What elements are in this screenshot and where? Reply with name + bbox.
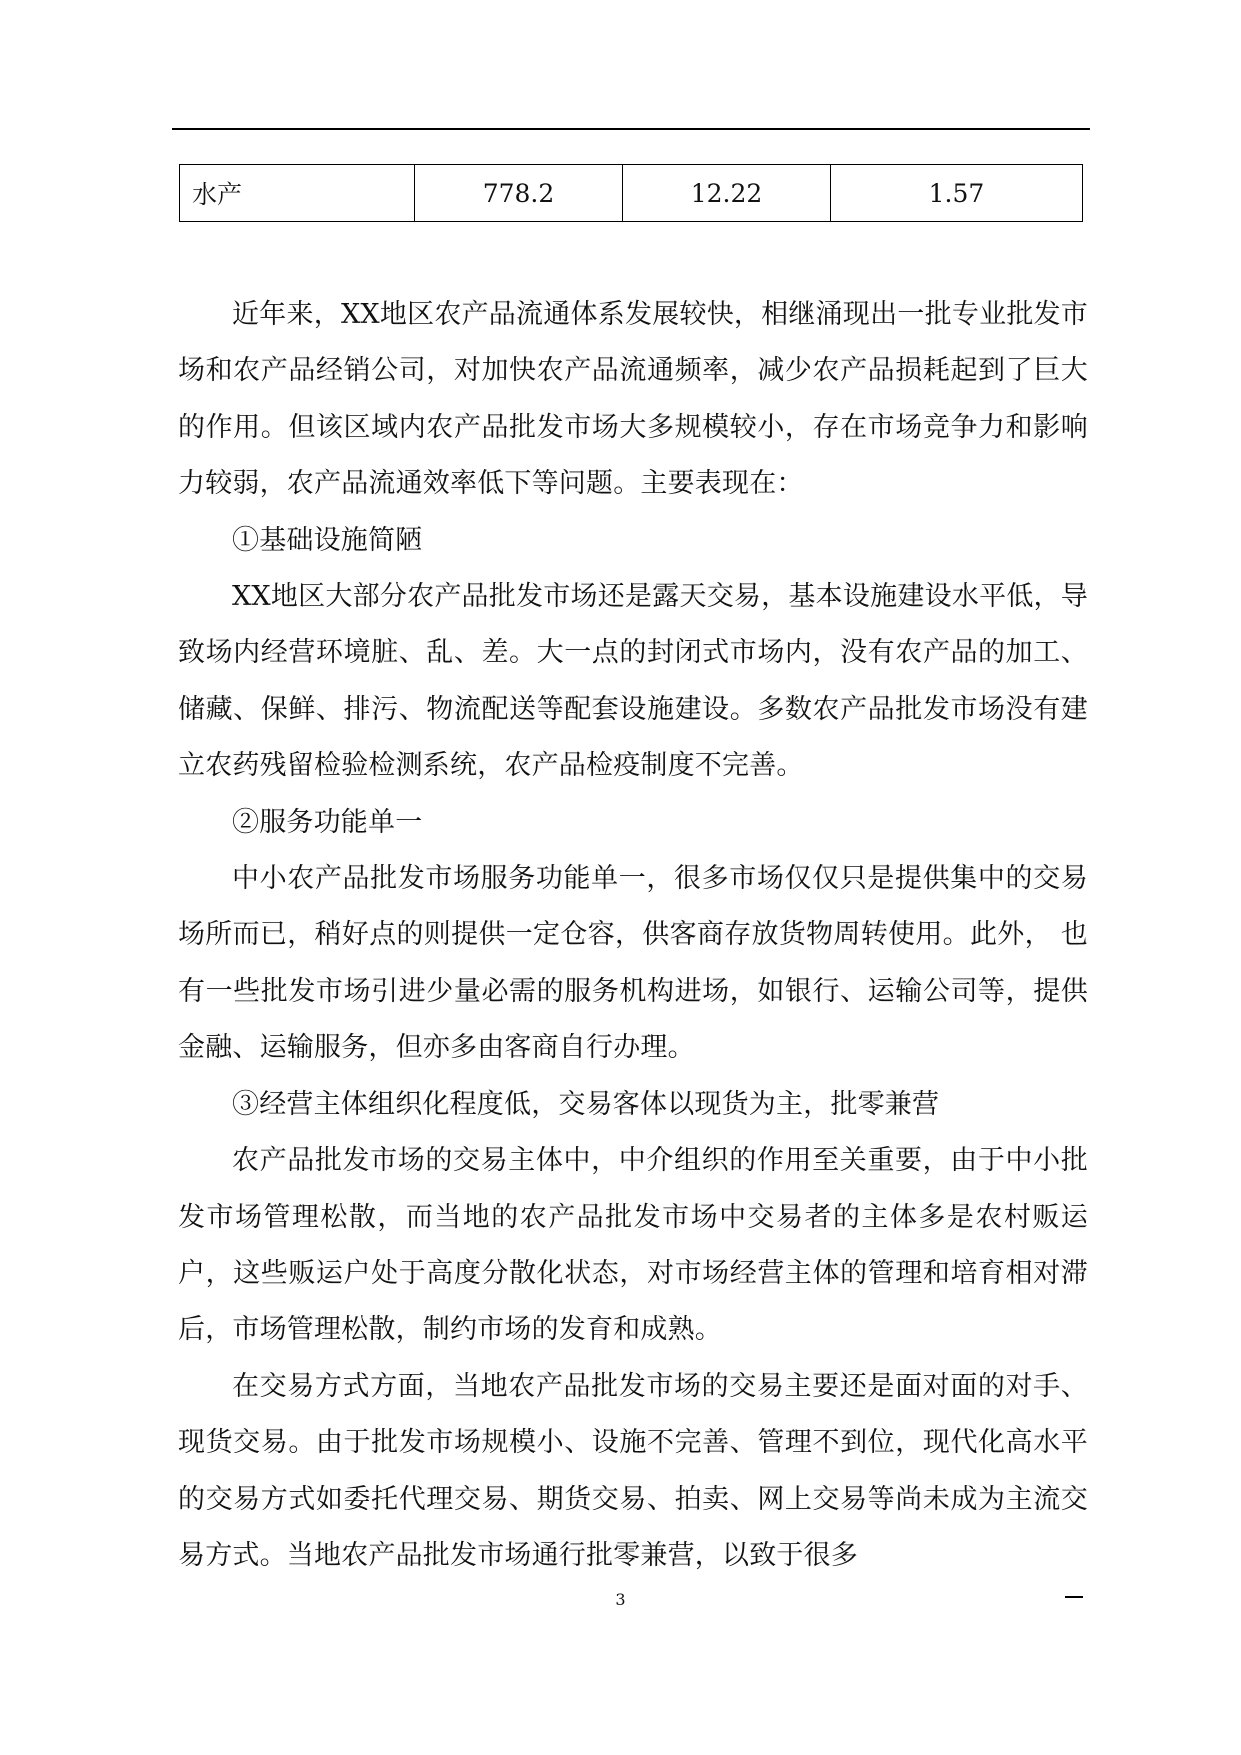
section-heading: ③经营主体组织化程度低，交易客体以现货为主，批零兼营 — [232, 1088, 940, 1120]
page-number: 3 — [615, 1590, 626, 1609]
paragraph: 近年来，XX地区农产品流通体系发展较快，相继涌现出一批专业批发市场和农产品经销公司，对加快农产品流通频率，减少农产品损耗起到了巨大的作用。但该区域内农产品批发市场大多规模较小，存在市场竞争力和影响力较弱，农产品流通效率低下等问题。主要表现在： — [178, 299, 1088, 500]
table-cell: 778.2 — [415, 165, 623, 222]
table-cell: 12.22 — [623, 165, 831, 222]
section-heading: ①基础设施简陋 — [232, 524, 423, 556]
body-text — [178, 287, 1088, 1584]
footer-dash — [1065, 1596, 1083, 1598]
data-table — [179, 164, 1083, 222]
section-heading: ②服务功能单一 — [232, 806, 423, 838]
header-rule — [172, 128, 1090, 130]
table-cell: 水产 — [180, 165, 415, 222]
paragraph: 农产品批发市场的交易主体中，中介组织的作用至关重要，由于中小批发市场管理松散，而当地的农产品批发市场中交易者的主体多是农村贩运户，这些贩运户处于高度分散化状态，对市场经营主体的管理和培育相对滞后，市场管理松散，制约市场的发育和成熟。 — [178, 1145, 1088, 1346]
table-cell: 1.57 — [831, 165, 1083, 222]
table-row — [180, 165, 1083, 222]
paragraph: 在交易方式方面，当地农产品批发市场的交易主要还是面对面的对手、现货交易。由于批发市场规模小、设施不完善、管理不到位，现代化高水平的交易方式如委托代理交易、期货交易、拍卖、网上交易等尚未成为主流交易方式。当地农产品批发市场通行批零兼营，以致于很多 — [178, 1370, 1088, 1571]
paragraph: 中小农产品批发市场服务功能单一，很多市场仅仅只是提供集中的交易场所而已，稍好点的则提供一定仓容，供客商存放货物周转使用。此外， 也有一些批发市场引进少量必需的服务机构进场，如银行、运输公司等，提供金融、运输服务，但亦多由客商自行办理。 — [178, 863, 1088, 1064]
paragraph: XX地区大部分农产品批发市场还是露天交易，基本设施建设水平低，导致场内经营环境脏、乱、差。大一点的封闭式市场内，没有农产品的加工、储藏、保鲜、排污、物流配送等配套设施建设。多数农产品批发市场没有建立农药残留检验检测系统，农产品检疫制度不完善。 — [178, 581, 1088, 782]
